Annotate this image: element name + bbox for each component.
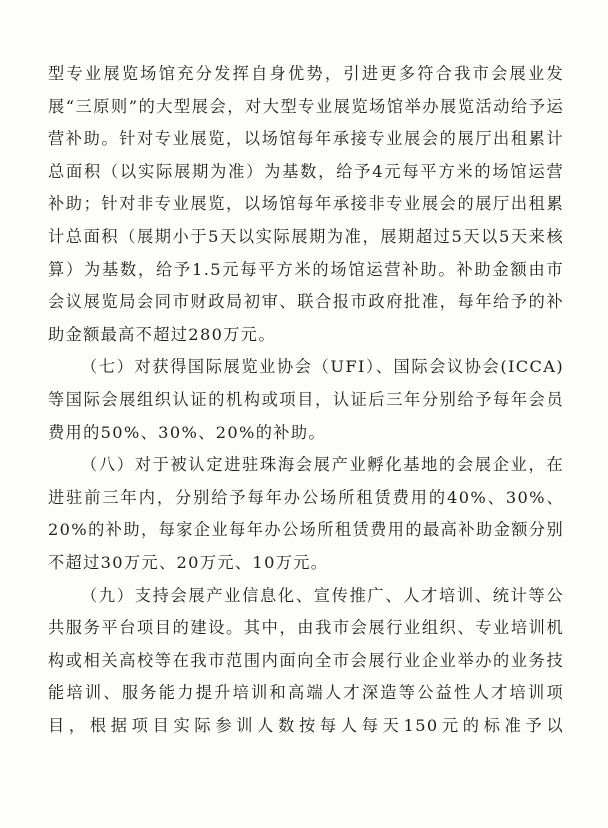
paragraph-item-nine: （九）支持会展产业信息化、宣传推广、人才培训、统计等公共服务平台项目的建设。其中，由我市会展行业组织、专业培训机构或相关高校等在我市范围内面向全市会展行业企业举办的业务技能培训、服务能力提升培训和高端人才深造等公益性人才培训项目，根据项目实际参训人数按每人每天150元的标准予以 xyxy=(48,585,564,735)
paragraph-item-eight: （八）对于被认定进驻珠海会展产业孵化基地的会展企业，在进驻前三年内，分别给予每年办公场所租赁费用的40%、30%、20%的补助，每家企业每年办公场所租赁费用的最高补助金额分别不超过30万元、20万元、10万元。 xyxy=(48,455,564,572)
paragraph-item-seven: （七）对获得国际展览业协会（UFI）、国际会议协会(ICCA)等国际会展组织认证的机构或项目，认证后三年分别给予每年会员费用的50%、30%、20%的补助。 xyxy=(48,357,564,442)
paragraph-continued: 型专业展览场馆充分发挥自身优势，引进更多符合我市会展业发展“三原则”的大型展会，对大型专业展览场馆举办展览活动给予运营补助。针对专业展览，以场馆每年承接专业展会的展厅出租累计总面积（以实际展期为准）为基数，给予4元每平方米的场馆运营补助；针对非专业展览，以场馆每年承接非专业展会的展厅出租累计总面积（展期小于5天以实际展期为准，展期超过5天以5天来核算）为基数，给予1.5元每平方米的场馆运营补助。补助金额由市会议展览局会同市财政局初审、联合报市政府批准，每年给予的补助金额最高不超过280万元。 xyxy=(48,64,564,344)
